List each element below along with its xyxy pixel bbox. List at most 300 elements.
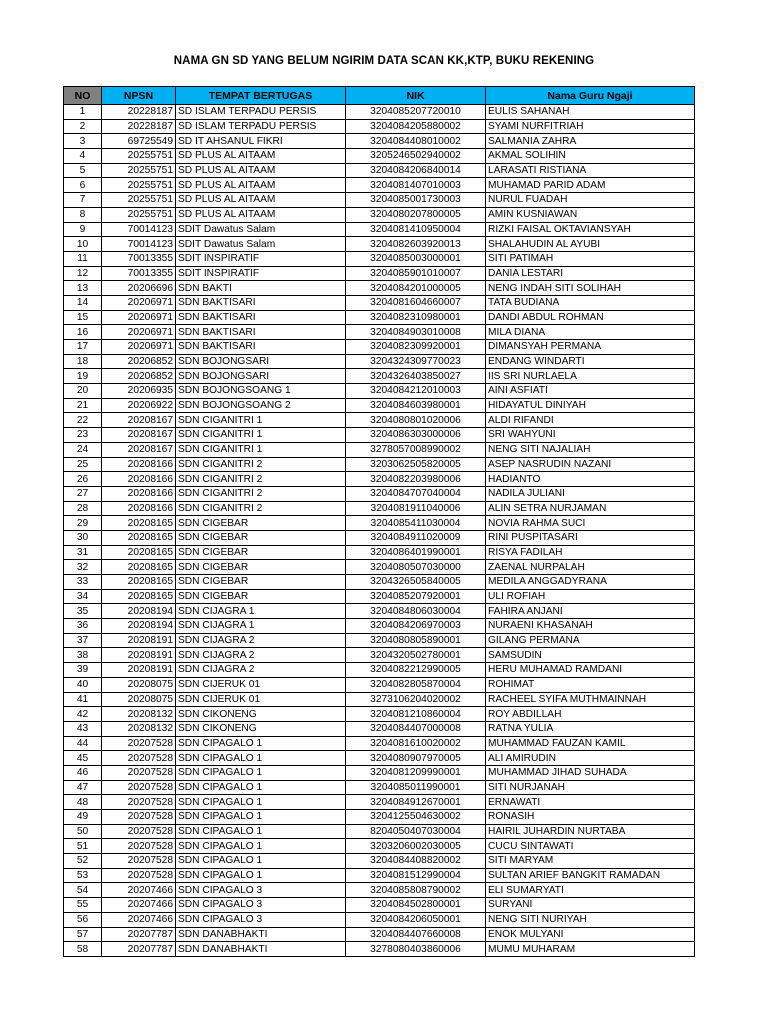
cell-nama: ERNAWATI: [486, 795, 695, 810]
header-no: NO: [64, 87, 102, 105]
table-row: [64, 149, 695, 164]
cell-nama: RIZKI FAISAL OKTAVIANSYAH: [486, 222, 695, 237]
cell-npsn: 20206971: [102, 340, 176, 355]
table-row: [64, 340, 695, 355]
cell-tempat-bertugas: SDN CIJAGRA 1: [176, 619, 346, 634]
cell-no: 32: [64, 560, 102, 575]
cell-nik: 3204084408820002: [346, 854, 486, 869]
table-row: [64, 472, 695, 487]
cell-npsn: 69725549: [102, 134, 176, 149]
cell-nama: MUHAMAD PARID ADAM: [486, 178, 695, 193]
cell-nama: ALI AMIRUDIN: [486, 751, 695, 766]
cell-nik: 3204081210860004: [346, 707, 486, 722]
cell-nama: SYAMI NURFITRIAH: [486, 119, 695, 134]
cell-tempat-bertugas: SDIT Dawatus Salam: [176, 222, 346, 237]
table-row: [64, 251, 695, 266]
cell-no: 11: [64, 251, 102, 266]
cell-nama: SHALAHUDIN AL AYUBI: [486, 237, 695, 252]
cell-npsn: 70014123: [102, 237, 176, 252]
cell-tempat-bertugas: SDN CIJAGRA 2: [176, 648, 346, 663]
cell-npsn: 20206971: [102, 325, 176, 340]
cell-tempat-bertugas: SD ISLAM TERPADU PERSIS: [176, 119, 346, 134]
table-row: [64, 545, 695, 560]
cell-nik: 3204084407000008: [346, 721, 486, 736]
cell-npsn: 20207528: [102, 795, 176, 810]
cell-no: 10: [64, 237, 102, 252]
cell-tempat-bertugas: SD PLUS AL AITAAM: [176, 149, 346, 164]
cell-nik: 3204080801020006: [346, 413, 486, 428]
cell-tempat-bertugas: SDN BAKTISARI: [176, 340, 346, 355]
cell-nama: FAHIRA ANJANI: [486, 604, 695, 619]
cell-nik: 3204084201000005: [346, 281, 486, 296]
table-row: [64, 824, 695, 839]
cell-tempat-bertugas: SD PLUS AL AITAAM: [176, 178, 346, 193]
cell-npsn: 20207528: [102, 839, 176, 854]
table-row: [64, 530, 695, 545]
cell-no: 22: [64, 413, 102, 428]
cell-tempat-bertugas: SDN BAKTISARI: [176, 325, 346, 340]
table-row: [64, 898, 695, 913]
cell-nama: DANDI ABDUL ROHMAN: [486, 310, 695, 325]
cell-nik: 3204080207800005: [346, 207, 486, 222]
cell-nama: RISYA FADILAH: [486, 545, 695, 560]
cell-no: 26: [64, 472, 102, 487]
cell-nama: NADILA JULIANI: [486, 486, 695, 501]
table-row: [64, 810, 695, 825]
cell-nik: 3204085808790002: [346, 883, 486, 898]
cell-no: 57: [64, 927, 102, 942]
cell-tempat-bertugas: SDN DANABHAKTI: [176, 927, 346, 942]
cell-npsn: 20208167: [102, 442, 176, 457]
table-row: [64, 648, 695, 663]
cell-nama: SURYANI: [486, 898, 695, 913]
cell-tempat-bertugas: SDN CIGEBAR: [176, 560, 346, 575]
cell-no: 15: [64, 310, 102, 325]
cell-nama: GILANG PERMANA: [486, 633, 695, 648]
cell-nik: 3273106204020002: [346, 692, 486, 707]
table-row: [64, 134, 695, 149]
cell-no: 12: [64, 266, 102, 281]
cell-no: 20: [64, 384, 102, 399]
table-row: [64, 765, 695, 780]
cell-tempat-bertugas: SDN CIPAGALO 1: [176, 795, 346, 810]
cell-no: 29: [64, 516, 102, 531]
cell-tempat-bertugas: SDN CIPAGALO 1: [176, 751, 346, 766]
cell-npsn: 20208165: [102, 545, 176, 560]
cell-npsn: 20207528: [102, 810, 176, 825]
cell-tempat-bertugas: SD PLUS AL AITAAM: [176, 207, 346, 222]
cell-nik: 3204085901010007: [346, 266, 486, 281]
cell-npsn: 20228187: [102, 105, 176, 120]
cell-nik: 3204084707040004: [346, 486, 486, 501]
cell-tempat-bertugas: SDN CIPAGALO 1: [176, 810, 346, 825]
cell-npsn: 20206696: [102, 281, 176, 296]
cell-npsn: 20228187: [102, 119, 176, 134]
cell-npsn: 20208166: [102, 472, 176, 487]
cell-nik: 3204320502780001: [346, 648, 486, 663]
cell-no: 18: [64, 354, 102, 369]
table-row: [64, 281, 695, 296]
cell-nik: 3278080403860006: [346, 942, 486, 957]
table-row: [64, 839, 695, 854]
table-row: [64, 942, 695, 957]
cell-nama: NOVIA RAHMA SUCI: [486, 516, 695, 531]
cell-nama: EULIS SAHANAH: [486, 105, 695, 120]
cell-nik: 3204080907970005: [346, 751, 486, 766]
cell-npsn: 20208165: [102, 575, 176, 590]
cell-nik: 3204084408010002: [346, 134, 486, 149]
cell-nama: SALMANIA ZAHRA: [486, 134, 695, 149]
header-npsn: NPSN: [102, 87, 176, 105]
cell-nama: SAMSUDIN: [486, 648, 695, 663]
cell-nik: 3204082603920013: [346, 237, 486, 252]
table-row: [64, 486, 695, 501]
cell-npsn: 20255751: [102, 149, 176, 164]
cell-nik: 3204084806030004: [346, 604, 486, 619]
cell-nama: SITI NURJANAH: [486, 780, 695, 795]
cell-nik: 3204081209990001: [346, 765, 486, 780]
cell-nik: 3204085011990001: [346, 780, 486, 795]
table-row: [64, 354, 695, 369]
cell-npsn: 20208167: [102, 428, 176, 443]
cell-tempat-bertugas: SDIT INSPIRATIF: [176, 266, 346, 281]
cell-nik: 3204326403850027: [346, 369, 486, 384]
cell-nama: TATA BUDIANA: [486, 295, 695, 310]
cell-tempat-bertugas: SDN BOJONGSOANG 1: [176, 384, 346, 399]
header-nama-guru-ngaji: Nama Guru Ngaji: [486, 87, 695, 105]
cell-no: 53: [64, 868, 102, 883]
cell-npsn: 20208132: [102, 721, 176, 736]
cell-tempat-bertugas: SDN CIGANITRI 2: [176, 486, 346, 501]
cell-nama: RONASIH: [486, 810, 695, 825]
cell-nama: ENDANG WINDARTI: [486, 354, 695, 369]
cell-no: 6: [64, 178, 102, 193]
table-row: [64, 780, 695, 795]
cell-npsn: 20208194: [102, 604, 176, 619]
table-row: [64, 384, 695, 399]
table-row: [64, 751, 695, 766]
cell-nama: ALIN SETRA NURJAMAN: [486, 501, 695, 516]
table-row: [64, 707, 695, 722]
table-row: [64, 501, 695, 516]
cell-tempat-bertugas: SDN CIJAGRA 1: [176, 604, 346, 619]
cell-no: 23: [64, 428, 102, 443]
table-row: [64, 883, 695, 898]
cell-npsn: 20206852: [102, 369, 176, 384]
cell-tempat-bertugas: SD ISLAM TERPADU PERSIS: [176, 105, 346, 120]
cell-nama: AINI ASFIATI: [486, 384, 695, 399]
cell-nama: MEDILA ANGGADYRANA: [486, 575, 695, 590]
cell-nama: ZAENAL NURPALAH: [486, 560, 695, 575]
table-header-row: [64, 87, 695, 105]
cell-nama: NURAENI KHASANAH: [486, 619, 695, 634]
cell-tempat-bertugas: SDN CIPAGALO 1: [176, 765, 346, 780]
cell-tempat-bertugas: SDN CIGANITRI 2: [176, 472, 346, 487]
cell-npsn: 20206852: [102, 354, 176, 369]
cell-npsn: 20207466: [102, 883, 176, 898]
cell-tempat-bertugas: SDN CIPAGALO 1: [176, 854, 346, 869]
cell-tempat-bertugas: SDN CIPAGALO 1: [176, 868, 346, 883]
cell-no: 52: [64, 854, 102, 869]
cell-tempat-bertugas: SDN CIPAGALO 1: [176, 824, 346, 839]
cell-no: 50: [64, 824, 102, 839]
table-row: [64, 310, 695, 325]
cell-tempat-bertugas: SDN CIJERUK 01: [176, 677, 346, 692]
table-row: [64, 413, 695, 428]
cell-nama: MUHAMMAD FAUZAN KAMIL: [486, 736, 695, 751]
cell-npsn: 20207787: [102, 942, 176, 957]
cell-tempat-bertugas: SDN BAKTISARI: [176, 295, 346, 310]
document-title: NAMA GN SD YANG BELUM NGIRIM DATA SCAN KK,KTP, BUKU REKENING: [173, 55, 595, 67]
cell-no: 25: [64, 457, 102, 472]
cell-nama: HAIRIL JUHARDIN NURTABA: [486, 824, 695, 839]
table-row: [64, 428, 695, 443]
cell-tempat-bertugas: SDN CIGEBAR: [176, 545, 346, 560]
cell-nik: 3204081610020002: [346, 736, 486, 751]
table-row: [64, 868, 695, 883]
cell-npsn: 20208191: [102, 663, 176, 678]
cell-npsn: 20208075: [102, 692, 176, 707]
cell-nik: 3204084407660008: [346, 927, 486, 942]
cell-nik: 3204081407010003: [346, 178, 486, 193]
table-row: [64, 237, 695, 252]
table-row: [64, 927, 695, 942]
cell-tempat-bertugas: SDN CIGANITRI 2: [176, 457, 346, 472]
cell-npsn: 20207528: [102, 751, 176, 766]
cell-npsn: 20208167: [102, 413, 176, 428]
cell-tempat-bertugas: SDN DANABHAKTI: [176, 942, 346, 957]
cell-no: 24: [64, 442, 102, 457]
cell-no: 55: [64, 898, 102, 913]
cell-nama: SULTAN ARIEF BANGKIT RAMADAN: [486, 868, 695, 883]
cell-no: 7: [64, 193, 102, 208]
cell-no: 5: [64, 163, 102, 178]
table-row: [64, 457, 695, 472]
cell-no: 37: [64, 633, 102, 648]
table-row: [64, 119, 695, 134]
cell-nik: 3204081604660007: [346, 295, 486, 310]
cell-tempat-bertugas: SDIT Dawatus Salam: [176, 237, 346, 252]
cell-npsn: 20208165: [102, 516, 176, 531]
cell-nik: 3204084903010008: [346, 325, 486, 340]
cell-npsn: 20207787: [102, 927, 176, 942]
cell-nama: ENOK MULYANI: [486, 927, 695, 942]
cell-tempat-bertugas: SDN CIKONENG: [176, 721, 346, 736]
cell-no: 36: [64, 619, 102, 634]
cell-nik: 3204326505840005: [346, 575, 486, 590]
cell-tempat-bertugas: SDN CIPAGALO 3: [176, 898, 346, 913]
table-row: [64, 692, 695, 707]
cell-no: 8: [64, 207, 102, 222]
table-row: [64, 163, 695, 178]
table-row: [64, 677, 695, 692]
table-row: [64, 442, 695, 457]
cell-nik: 3204085207920001: [346, 589, 486, 604]
cell-tempat-bertugas: SDN CIJERUK 01: [176, 692, 346, 707]
cell-nik: 3203062505820005: [346, 457, 486, 472]
cell-nama: HIDAYATUL DINIYAH: [486, 398, 695, 413]
cell-tempat-bertugas: SDN CIGEBAR: [176, 575, 346, 590]
cell-npsn: 20208132: [102, 707, 176, 722]
cell-no: 4: [64, 149, 102, 164]
cell-nama: AKMAL SOLIHIN: [486, 149, 695, 164]
cell-tempat-bertugas: SDN BOJONGSOANG 2: [176, 398, 346, 413]
cell-nik: 3204084912670001: [346, 795, 486, 810]
cell-nama: RINI PUSPITASARI: [486, 530, 695, 545]
cell-nik: 3203206002030005: [346, 839, 486, 854]
cell-nama: RATNA YULIA: [486, 721, 695, 736]
cell-npsn: 70014123: [102, 222, 176, 237]
cell-no: 49: [64, 810, 102, 825]
cell-tempat-bertugas: SDN CIGANITRI 2: [176, 501, 346, 516]
cell-nama: ROHIMAT: [486, 677, 695, 692]
cell-tempat-bertugas: SDN CIGANITRI 1: [176, 428, 346, 443]
cell-no: 48: [64, 795, 102, 810]
table-row: [64, 633, 695, 648]
cell-tempat-bertugas: SDN BOJONGSARI: [176, 369, 346, 384]
cell-nik: 3204086303000006: [346, 428, 486, 443]
cell-tempat-bertugas: SDN BOJONGSARI: [176, 354, 346, 369]
cell-no: 3: [64, 134, 102, 149]
cell-nama: LARASATI RISTIANA: [486, 163, 695, 178]
cell-nik: 3204084205880002: [346, 119, 486, 134]
cell-tempat-bertugas: SD IT AHSANUL FIKRI: [176, 134, 346, 149]
cell-nama: NENG SITI NURIYAH: [486, 912, 695, 927]
cell-tempat-bertugas: SD PLUS AL AITAAM: [176, 193, 346, 208]
cell-no: 16: [64, 325, 102, 340]
cell-nama: SRI WAHYUNI: [486, 428, 695, 443]
cell-nama: SITI MARYAM: [486, 854, 695, 869]
table-row: [64, 619, 695, 634]
cell-nama: NENG INDAH SITI SOLIHAH: [486, 281, 695, 296]
cell-tempat-bertugas: SDN CIGANITRI 1: [176, 413, 346, 428]
cell-nama: ULI ROFIAH: [486, 589, 695, 604]
cell-no: 28: [64, 501, 102, 516]
cell-nik: 3204085207720010: [346, 105, 486, 120]
cell-nik: 3204084212010003: [346, 384, 486, 399]
table-body: [64, 105, 695, 957]
table-row: [64, 854, 695, 869]
cell-nik: 8204050407030004: [346, 824, 486, 839]
cell-npsn: 20208191: [102, 648, 176, 663]
cell-tempat-bertugas: SDN CIPAGALO 1: [176, 736, 346, 751]
table-row: [64, 560, 695, 575]
cell-nik: 3278057008990002: [346, 442, 486, 457]
table-row: [64, 398, 695, 413]
cell-nama: ELI SUMARYATI: [486, 883, 695, 898]
cell-no: 54: [64, 883, 102, 898]
cell-npsn: 20208191: [102, 633, 176, 648]
table-row: [64, 207, 695, 222]
cell-nik: 3204082212990005: [346, 663, 486, 678]
cell-nama: MUHAMMAD JIHAD SUHADA: [486, 765, 695, 780]
table-row: [64, 912, 695, 927]
table-row: [64, 266, 695, 281]
cell-npsn: 20207528: [102, 780, 176, 795]
cell-npsn: 20255751: [102, 163, 176, 178]
cell-tempat-bertugas: SDN CIGEBAR: [176, 530, 346, 545]
cell-npsn: 20208165: [102, 589, 176, 604]
cell-tempat-bertugas: SDIT INSPIRATIF: [176, 251, 346, 266]
cell-no: 21: [64, 398, 102, 413]
cell-nik: 3204082203980006: [346, 472, 486, 487]
table-row: [64, 604, 695, 619]
cell-nik: 3204086401990001: [346, 545, 486, 560]
table-row: [64, 222, 695, 237]
cell-npsn: 20206922: [102, 398, 176, 413]
cell-npsn: 20208165: [102, 530, 176, 545]
cell-no: 39: [64, 663, 102, 678]
cell-tempat-bertugas: SDN CIJAGRA 2: [176, 663, 346, 678]
cell-no: 46: [64, 765, 102, 780]
cell-npsn: 20208075: [102, 677, 176, 692]
cell-no: 34: [64, 589, 102, 604]
cell-nik: 3204085003000001: [346, 251, 486, 266]
table-row: [64, 325, 695, 340]
cell-no: 2: [64, 119, 102, 134]
cell-no: 31: [64, 545, 102, 560]
cell-nama: SITI PATIMAH: [486, 251, 695, 266]
cell-no: 44: [64, 736, 102, 751]
cell-npsn: 20208194: [102, 619, 176, 634]
cell-nik: 3204084206050001: [346, 912, 486, 927]
cell-tempat-bertugas: SDN CIPAGALO 1: [176, 839, 346, 854]
cell-no: 27: [64, 486, 102, 501]
cell-npsn: 20206971: [102, 310, 176, 325]
cell-npsn: 20208165: [102, 560, 176, 575]
cell-no: 47: [64, 780, 102, 795]
cell-nik: 3204081410950004: [346, 222, 486, 237]
table-row: [64, 663, 695, 678]
cell-no: 41: [64, 692, 102, 707]
cell-no: 56: [64, 912, 102, 927]
table-row: [64, 721, 695, 736]
cell-tempat-bertugas: SDN CIGANITRI 1: [176, 442, 346, 457]
cell-nama: RACHEEL SYIFA MUTHMAINNAH: [486, 692, 695, 707]
cell-tempat-bertugas: SDN CIPAGALO 1: [176, 780, 346, 795]
cell-npsn: 70013355: [102, 251, 176, 266]
header-nik: NIK: [346, 87, 486, 105]
cell-tempat-bertugas: SDN CIKONENG: [176, 707, 346, 722]
cell-tempat-bertugas: SDN CIPAGALO 3: [176, 912, 346, 927]
cell-npsn: 20206935: [102, 384, 176, 399]
cell-nama: AMIN KUSNIAWAN: [486, 207, 695, 222]
cell-nama: CUCU SINTAWATI: [486, 839, 695, 854]
cell-nik: 3204084206970003: [346, 619, 486, 634]
cell-no: 9: [64, 222, 102, 237]
table-row: [64, 516, 695, 531]
cell-tempat-bertugas: SD PLUS AL AITAAM: [176, 163, 346, 178]
cell-nama: MILA DIANA: [486, 325, 695, 340]
table-row: [64, 795, 695, 810]
cell-no: 14: [64, 295, 102, 310]
cell-nik: 3204084502800001: [346, 898, 486, 913]
cell-npsn: 20208166: [102, 457, 176, 472]
cell-nama: HADIANTO: [486, 472, 695, 487]
cell-no: 30: [64, 530, 102, 545]
cell-tempat-bertugas: SDN CIGEBAR: [176, 516, 346, 531]
cell-npsn: 20207528: [102, 736, 176, 751]
teacher-data-table: [63, 86, 695, 957]
cell-nik: 3204084911020009: [346, 530, 486, 545]
table-row: [64, 105, 695, 120]
table-row: [64, 575, 695, 590]
cell-npsn: 20207528: [102, 824, 176, 839]
cell-npsn: 20255751: [102, 193, 176, 208]
cell-no: 35: [64, 604, 102, 619]
cell-nik: 3204080805890001: [346, 633, 486, 648]
cell-nik: 3204082309920001: [346, 340, 486, 355]
